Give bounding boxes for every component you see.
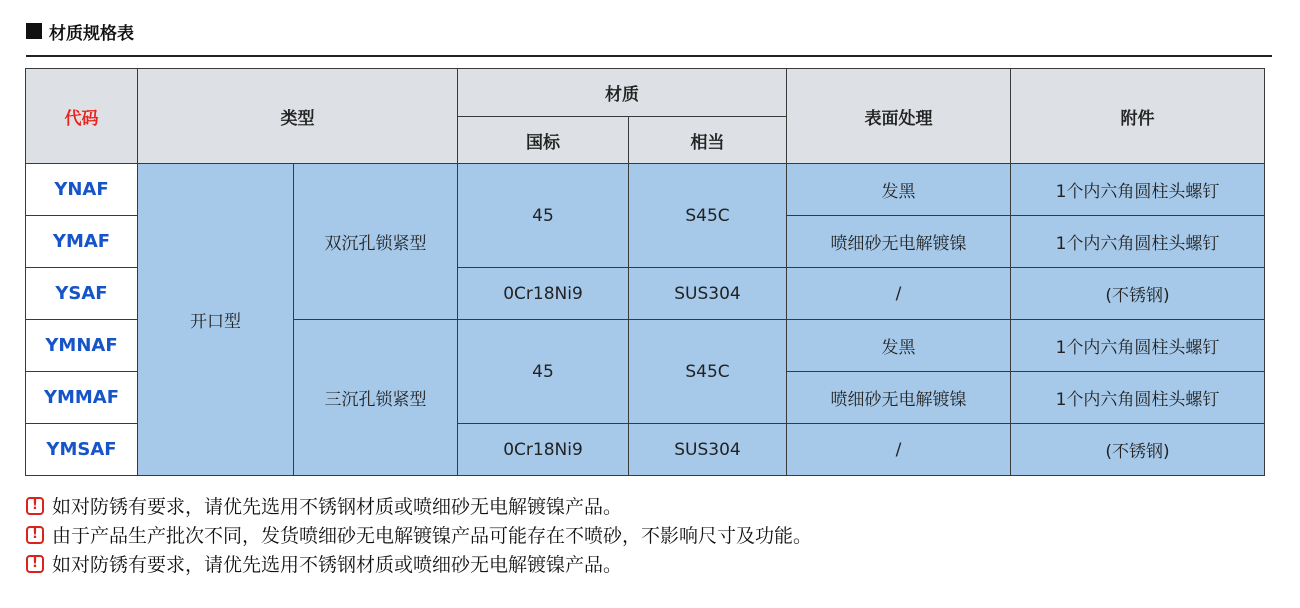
equivalent-cell: S45C xyxy=(629,320,787,424)
subtype-cell: 三沉孔锁紧型 xyxy=(294,320,458,476)
accessory-cell: 1个内六角圆柱头螺钉 xyxy=(1011,372,1265,424)
subtype-cell: 双沉孔锁紧型 xyxy=(294,164,458,320)
accessory-cell: 1个内六角圆柱头螺钉 xyxy=(1011,216,1265,268)
header-type: 类型 xyxy=(138,69,458,164)
warning-icon: ! xyxy=(26,526,44,544)
code-cell: YMSAF xyxy=(26,424,138,476)
code-cell: YNAF xyxy=(26,164,138,216)
note-text: 如对防锈有要求，请优先选用不锈钢材质或喷细砂无电解镀镍产品。 xyxy=(52,554,623,576)
header-national: 国标 xyxy=(458,117,629,164)
national-cell: 0Cr18Ni9 xyxy=(458,268,629,320)
header-accessory: 附件 xyxy=(1011,69,1265,164)
note-text: 由于产品生产批次不同，发货喷细砂无电解镀镍产品可能存在不喷砂，不影响尺寸及功能。 xyxy=(52,525,813,547)
surface-cell: 发黑 xyxy=(787,320,1011,372)
surface-cell: 喷细砂无电解镀镍 xyxy=(787,216,1011,268)
equivalent-cell: SUS304 xyxy=(629,268,787,320)
national-cell: 0Cr18Ni9 xyxy=(458,424,629,476)
accessory-cell: 1个内六角圆柱头螺钉 xyxy=(1011,320,1265,372)
surface-cell: 发黑 xyxy=(787,164,1011,216)
table-header-row xyxy=(26,69,1265,117)
surface-cell: 喷细砂无电解镀镍 xyxy=(787,372,1011,424)
national-cell: 45 xyxy=(458,320,629,424)
accessory-cell: 1个内六角圆柱头螺钉 xyxy=(1011,164,1265,216)
table-row xyxy=(26,164,1265,216)
note-item xyxy=(26,491,812,520)
code-cell: YMAF xyxy=(26,216,138,268)
code-cell: YMMAF xyxy=(26,372,138,424)
note-text: 如对防锈有要求，请优先选用不锈钢材质或喷细砂无电解镀镍产品。 xyxy=(52,496,623,518)
header-divider xyxy=(26,55,1272,57)
section-header xyxy=(26,20,134,42)
type-main-cell: 开口型 xyxy=(138,164,294,476)
section-title: 材质规格表 xyxy=(49,23,134,44)
surface-cell: / xyxy=(787,268,1011,320)
surface-cell: / xyxy=(787,424,1011,476)
note-item xyxy=(26,520,812,549)
national-cell: 45 xyxy=(458,164,629,268)
accessory-cell: (不锈钢) xyxy=(1011,268,1265,320)
header-surface: 表面处理 xyxy=(787,69,1011,164)
header-material: 材质 xyxy=(458,69,787,117)
material-spec-table xyxy=(25,68,1265,476)
header-code: 代码 xyxy=(26,69,138,164)
equivalent-cell: S45C xyxy=(629,164,787,268)
header-equivalent: 相当 xyxy=(629,117,787,164)
code-cell: YMNAF xyxy=(26,320,138,372)
equivalent-cell: SUS304 xyxy=(629,424,787,476)
accessory-cell: (不锈钢) xyxy=(1011,424,1265,476)
warning-icon: ! xyxy=(26,555,44,573)
notes-list xyxy=(26,491,812,578)
warning-icon: ! xyxy=(26,497,44,515)
code-cell: YSAF xyxy=(26,268,138,320)
square-bullet-icon xyxy=(26,23,42,39)
note-item xyxy=(26,549,812,578)
